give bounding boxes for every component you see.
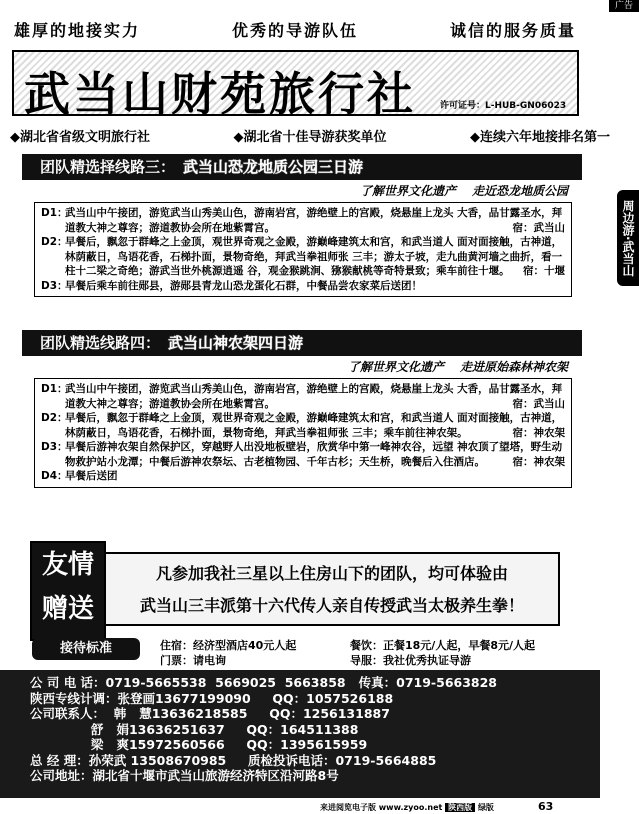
honors-bar — [10, 126, 610, 145]
gift-banner — [104, 552, 560, 626]
footer-text: 来进阅览电子版 www.zyoo.net — [320, 803, 443, 812]
day-desc: 早餐后送团 — [65, 470, 118, 482]
itinerary-day — [41, 469, 565, 484]
route-subtitle — [22, 180, 582, 202]
itinerary-day — [41, 235, 565, 279]
contact-block — [0, 670, 600, 798]
slogan-1: 雄厚的地接实力 — [14, 21, 141, 40]
footer — [320, 802, 494, 813]
gift-title-1: 友情 — [41, 550, 94, 580]
itinerary — [34, 202, 572, 297]
gift-badge — [30, 541, 106, 641]
route-label: 团队精选线路四： — [40, 334, 161, 352]
slogan-2: 优秀的导游队伍 — [231, 21, 358, 40]
day-desc: 早餐后，飘忽于群峰之上金顶，观世界奇观之金殿，游巅峰建筑太和宫，和武当道人 面对面接触，古神道，林荫蔽日，鸟语花香，石梯扑面，景物奇绝，拜武当拳祖师张 三丰；游太子坡，走九曲黄河墙之曲折，看一柱十二梁之奇绝；游武当世外桃源逍遥 谷，观金猴跳涧、猕猴献桃等奇特景致；乘车前往十堰。 — [65, 236, 563, 277]
honor-2: ◆湖北省十佳导游获奖单位 — [233, 130, 387, 145]
day-text — [65, 279, 565, 294]
itinerary — [34, 378, 572, 488]
day-label: D2： — [41, 412, 68, 424]
day-stay: 宿：武当山 — [512, 397, 565, 410]
reception-guide: 导服：我社优秀执证导游 — [350, 654, 471, 667]
reception-meals: 餐饮：正餐18元/人起，早餐8元/人起 — [350, 639, 535, 652]
route-name: 武当山神农架四日游 — [168, 334, 304, 352]
day-desc: 武当山中午接团，游览武当山秀美山色，游南岩宫，游绝壁上的宫殿，烧悬崖上龙头 大香，品甘露圣水，拜道教大神之尊容；游道教协会所在地紫霄宫。 — [65, 207, 563, 234]
day-desc: 早餐后乘车前往郧县，游郧县青龙山恐龙蛋化石群，中餐品尝农家菜后送团！ — [65, 279, 422, 292]
day-stay: 宿：十堰 — [523, 265, 565, 277]
contact-shaanxi: 陕西专线计调：张登画13677199090 QQ：1057526188 — [30, 690, 394, 706]
day-stay: 宿：武当山 — [512, 221, 565, 234]
contact-person-2: 舒 娟13636251637 QQ：164511388 — [30, 721, 359, 737]
route-subtitle — [22, 356, 582, 378]
honor-3: ◆连续六年地接排名第一 — [470, 130, 610, 145]
day-label: D2： — [41, 236, 68, 248]
route-header — [22, 154, 582, 180]
day-label: D3： — [41, 279, 68, 292]
day-desc: 早餐后，飘忽于群峰之上金顶，观世界奇观之金殿，游巅峰建筑太和宫，和武当道人 面对面接触，古神道，林荫蔽日，鸟语花香，石梯扑面，景物奇绝，拜武当拳祖师张 三丰；乘车前往神农架。 — [65, 412, 563, 439]
route-sub-1: 了解世界文化遗产 — [359, 184, 456, 198]
honor-1: ◆湖北省省级文明旅行社 — [10, 130, 150, 145]
gift-line-1: 凡参加我社三星以上住房山下的团队，均可体验由 — [155, 564, 508, 583]
route-name: 武当山恐龙地质公园三日游 — [183, 158, 364, 176]
contact-person-1: 公司联系人： 韩 慧13636218585 QQ：1256131887 — [30, 706, 390, 721]
contact-person-3: 梁 爽15972560566 QQ：1395615959 — [30, 737, 368, 752]
day-stay: 宿：神农架 — [512, 426, 565, 439]
ad-tag: 广告 — [609, 0, 639, 12]
company-name: 武当山财苑旅行社 — [24, 67, 416, 121]
day-text — [65, 411, 565, 440]
day-label: D4： — [41, 470, 68, 482]
day-text — [65, 206, 565, 235]
day-desc: 早餐后游神农架自然保护区，穿越野人出没地板壁岩，欣赏华中第一峰神农谷，远望 神农顶了望塔，野生动物救护站小龙潭；中餐后游神农祭坛、古老植物园、千年古杉；天生桥，晚餐后入住酒店。 — [65, 441, 563, 468]
slogan-3: 诚信的服务质量 — [449, 21, 576, 40]
day-stay: 宿：神农架 — [512, 455, 565, 468]
footer-edition-box: 陕西版 — [445, 803, 475, 812]
side-tab: 周边游·武当山 — [617, 190, 639, 286]
contact-phone: 公 司 电 话：0719-5665538 5669025 5663858 传真：0719-5663828 — [30, 675, 498, 690]
reception-row — [160, 638, 540, 653]
itinerary-day — [41, 411, 565, 440]
route-four — [22, 330, 582, 488]
reception-tickets: 门票：请电询 — [160, 654, 226, 667]
page-number: 63 — [538, 800, 554, 813]
route-label: 团队精选择线路三： — [40, 158, 176, 176]
reception-row — [160, 653, 540, 668]
gift-line-2: 武当山三丰派第十六代传人亲自传授武当太极养生拳！ — [139, 596, 524, 615]
day-text — [65, 382, 565, 411]
contact-address: 公司地址：湖北省十堰市武当山旅游经济特区沿河路8号 — [30, 768, 339, 783]
reception-label: 接待标准 — [32, 638, 140, 660]
gift-title-2: 赠送 — [41, 594, 94, 624]
route-sub-2: 走近恐龙地质公园 — [471, 184, 568, 198]
route-sub-1: 了解世界文化遗产 — [347, 360, 444, 374]
reception-lodging: 住宿：经济型酒店40元人起 — [160, 639, 297, 652]
itinerary-day — [41, 279, 565, 294]
itinerary-day — [41, 382, 565, 411]
route-three — [22, 154, 582, 297]
reception-info — [160, 638, 540, 668]
day-text — [65, 440, 565, 469]
route-sub-2: 走进原始森林神农架 — [459, 360, 568, 374]
day-label: D3： — [41, 441, 68, 453]
license-number: 许可证号：L-HUB-GN06023 — [440, 101, 567, 111]
itinerary-day — [41, 206, 565, 235]
day-desc: 武当山中午接团，游览武当山秀美山色，游南岩宫，游绝壁上的宫殿，烧悬崖上龙头 大香，品甘露圣水，拜道教大神之尊容；游道教协会所在地紫霄宫。 — [65, 383, 563, 410]
footer-edition: 绿版 — [477, 803, 494, 812]
contact-manager: 总 经 理：孙荣武 13508670985 质检投诉电话：0719-5664885 — [30, 752, 437, 768]
day-text — [65, 235, 565, 279]
route-header — [22, 330, 582, 356]
itinerary-day — [41, 440, 565, 469]
day-label: D1： — [41, 207, 68, 219]
slogan-bar — [0, 18, 590, 41]
day-text — [65, 469, 565, 484]
day-label: D1： — [41, 383, 68, 395]
